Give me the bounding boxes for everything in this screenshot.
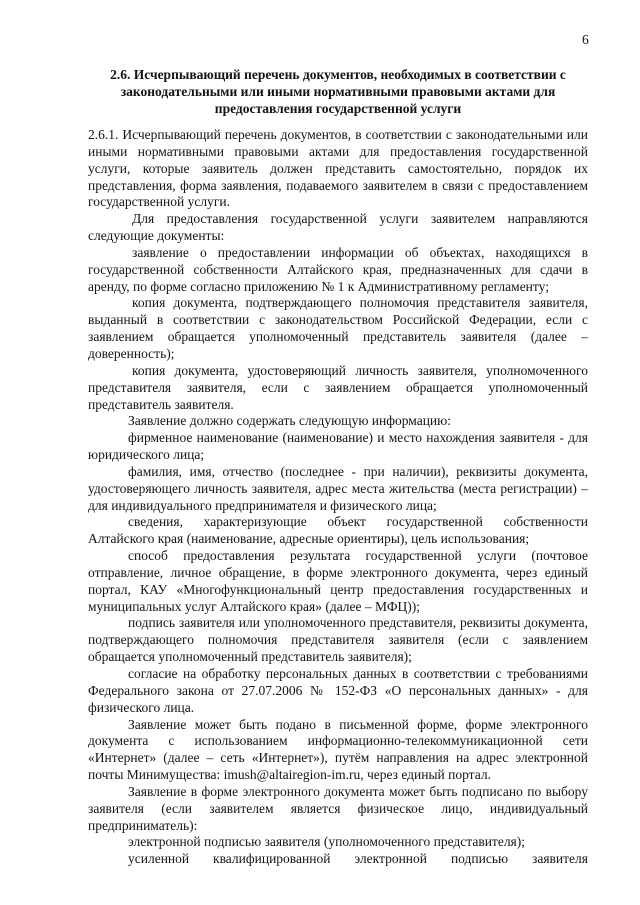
paragraph-power-of-attorney: копия документа, подтверждающего полномочия представителя заявителя, выданный в соответствии с законодательством Российской Федерации, если с заявлением обращается уполномоченный представитель заявителя (далее – доверенность); [88,295,588,361]
paragraph-submission-forms: Заявление может быть подано в письменной форме, форме электронного документа с использованием информационно-телекоммуникационной сети «Интернет» (далее – сеть «Интернет»), путём направления на адрес электронной почты Минимущества: imush@altairegion-im.ru, через единый портал. [88,716,588,783]
paragraph-qualified-signature: усиленной квалифицированной электронной подписью заявителя [128,851,588,867]
document-body [88,127,588,868]
paragraph-full-name: фамилия, имя, отчество (последнее - при наличии), реквизиты документа, удостоверяющего личность заявителя, адрес места жительства (места регистрации) – для индивидуального предпринимателя и физического лица; [88,463,588,513]
paragraph-signature: подпись заявителя или уполномоченного представителя, реквизиты документа, подтверждающего полномочия представителя заявителя (если с заявлением обращается уполномоченный представитель заявителя); [88,615,588,665]
paragraph-personal-data-consent: согласие на обработку персональных данных в соответствии с требованиями Федерального закона от 27.07.2006 № 152-ФЗ «О персональных данных» - для физического лица. [88,666,588,715]
paragraph-2-6-1: 2.6.1. Исчерпывающий перечень документов, в соответствии с законодательными или иными нормативными правовыми актами для предоставления государственной услуги, которые заявитель должен представить самостоятельно, порядок их представления, форма заявления, подаваемого заявителем в связи с предоставлением государственной услуги. [88,127,588,210]
paragraph-simple-signature: электронной подписью заявителя (уполномоченного представителя); [128,834,526,850]
paragraph-documents-intro: Для предоставления государственной услуги заявителем направляются следующие документы: [88,211,588,244]
paragraph-application: заявление о предоставлении информации об объектах, находящихся в государственной собственности Алтайского края, предназначенных для сдачи в аренду, по форме согласно приложению № 1 к Административному регламенту; [88,244,588,294]
paragraph-application-content: Заявление должно содержать следующую информацию: [128,413,451,429]
paragraph-company-name: фирменное наименование (наименование) и место нахождения заявителя - для юридического лица; [88,430,588,463]
paragraph-object-info: сведения, характеризующие объект государственной собственности Алтайского края (наименование, адресные ориентиры), цель использования; [88,514,588,547]
paragraph-identity-document: копия документа, удостоверяющий личность заявителя, уполномоченного представителя заявителя, если с заявлением обращается уполномоченный представитель заявителя. [88,362,588,412]
paragraph-electronic-signature: Заявление в форме электронного документа может быть подписано по выбору заявителя (если заявителем является физическое лицо, индивидуальный предприниматель): [88,783,588,833]
page-number: 6 [582,32,589,47]
section-heading: 2.6. Исчерпывающий перечень документов, необходимых в соответствии с законодательными или иными нормативными правовыми актами для предоставления государственной услуги [110,67,566,116]
paragraph-delivery-method: способ предоставления результата государственной услуги (почтовое отправление, личное обращение, в форме электронного документа, через единый портал, КАУ «Многофункциональный центр предоставления государственных и муниципальных услуг Алтайского края» (далее – МФЦ)); [88,548,588,614]
